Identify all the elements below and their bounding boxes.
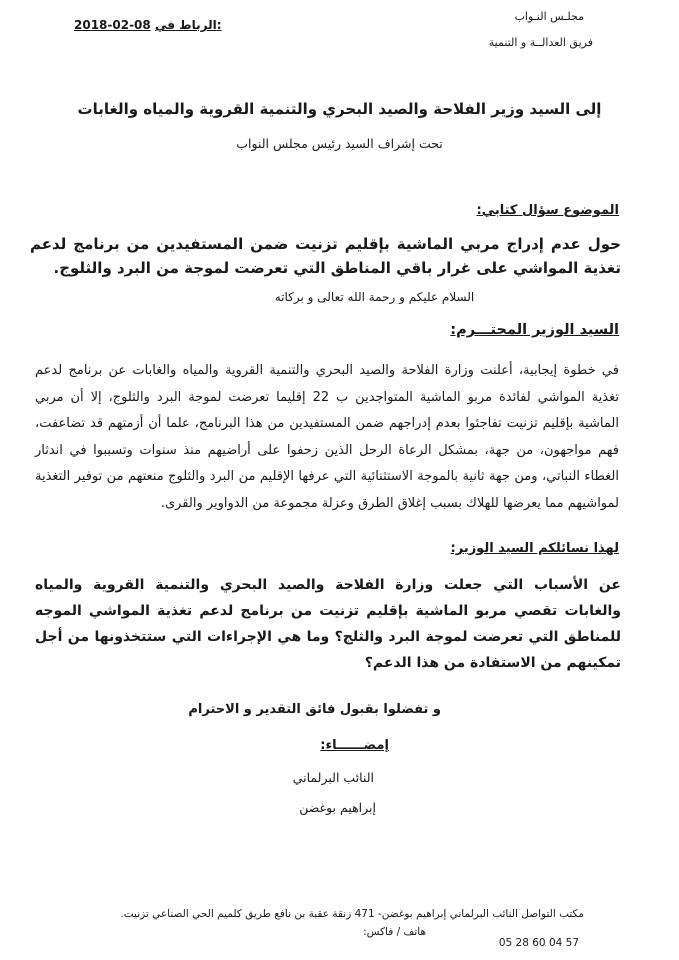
org-name: مجلـس النـواب	[514, 10, 584, 23]
supervision-line: تحت إشراف السيد رئيس مجلس النواب	[236, 136, 443, 151]
question-text: عن الأسباب التي جعلت وزارة الفلاحة والصيد البحري والتنمية القروية والمياه والغابات تقصي مربو الماشية بإقليم تزنيت من برنامج لدعم تغذية المواشي الموجه للمناطق التي تعرضت لموجة البرد والثلج؟ وما هي الإجراءات التي ستتخذونها من أجل تمكينهم من الاستفادة من هذا الدعم؟	[35, 577, 621, 671]
footer-phone-label: هاتف / فاكس:	[363, 926, 426, 938]
footer-phone: 05 28 60 04 57	[498, 937, 579, 949]
signer-name: إبراهيم بوغضن	[299, 800, 376, 815]
subject-text: حول عدم إدراج مربي الماشية بإقليم تزنيت ضمن المستفيدين من برنامج لدعم تغذية المواشي على غرار باقي المناطق التي تعرضت لموجة من البرد والثلوج.	[30, 235, 621, 277]
closing-line: و تفضلوا بقبول فائق التقدير و الاحترام	[188, 702, 441, 717]
signer-title: النائب البرلماني	[292, 770, 374, 785]
party-group: فريق العدالــة و التنمية	[488, 36, 593, 49]
place-prefix: الرباط في:	[154, 18, 222, 32]
salutation-text: السيد الوزير المحتـــرم:	[450, 322, 619, 338]
place-date	[74, 18, 222, 32]
body-paragraph: في خطوة إيجابية، أعلنت وزارة الفلاحة والصيد البحري والتنمية القروية والمياه والغابات عن برنامج لدعم تغذية المواشي لفائدة مربو الماشية المتواجدين ب 22 إقليما تعرضت لموجة البرد والثلوج، إلا أن مربي الماشية بإقليم تزنيت تفاجئوا بعدم إدراجهم ضمن المستفيدين من هذا البرنامج، علما أن أزمتهم قد تضاعفت، فهم مواجهون، من جهة، بمشكل الرعاة الرحل الذين زحفوا على أراضيهم منذ سنوات وتسببوا في اندثار الغطاء النباتي، ومن جهة ثانية بالموجة الاستثنائية التي عرفها الإقليم من البرد والثلوج منعتهم من توفير التغذية لمواشيهم مما يعرضها للهلاك بسبب إغلاق الطرق وعزلة مجموعة من الدواوير والقرى.	[35, 363, 619, 511]
addressee: إلى السيد وزير الفلاحة والصيد البحري والتنمية القروية والمياه والغابات	[77, 100, 602, 118]
question-label: لهذا نسائلكم السيد الوزير:	[450, 541, 619, 556]
signature-label: إمضــــــاء:	[320, 738, 389, 753]
salutation	[450, 322, 619, 338]
subject-label: الموضوع سؤال كتابي:	[476, 203, 619, 218]
letter-date: 2018-02-08	[74, 18, 151, 32]
greeting: السلام عليكم و رحمة الله تعالى و بركاته	[274, 290, 475, 304]
footer-address: مكتب التواصل النائب البرلماني إبراهيم بوغضن- 471 زنقة عقبة بن نافع طريق كلميم الحي الصناعي تزنيت.	[120, 908, 584, 920]
